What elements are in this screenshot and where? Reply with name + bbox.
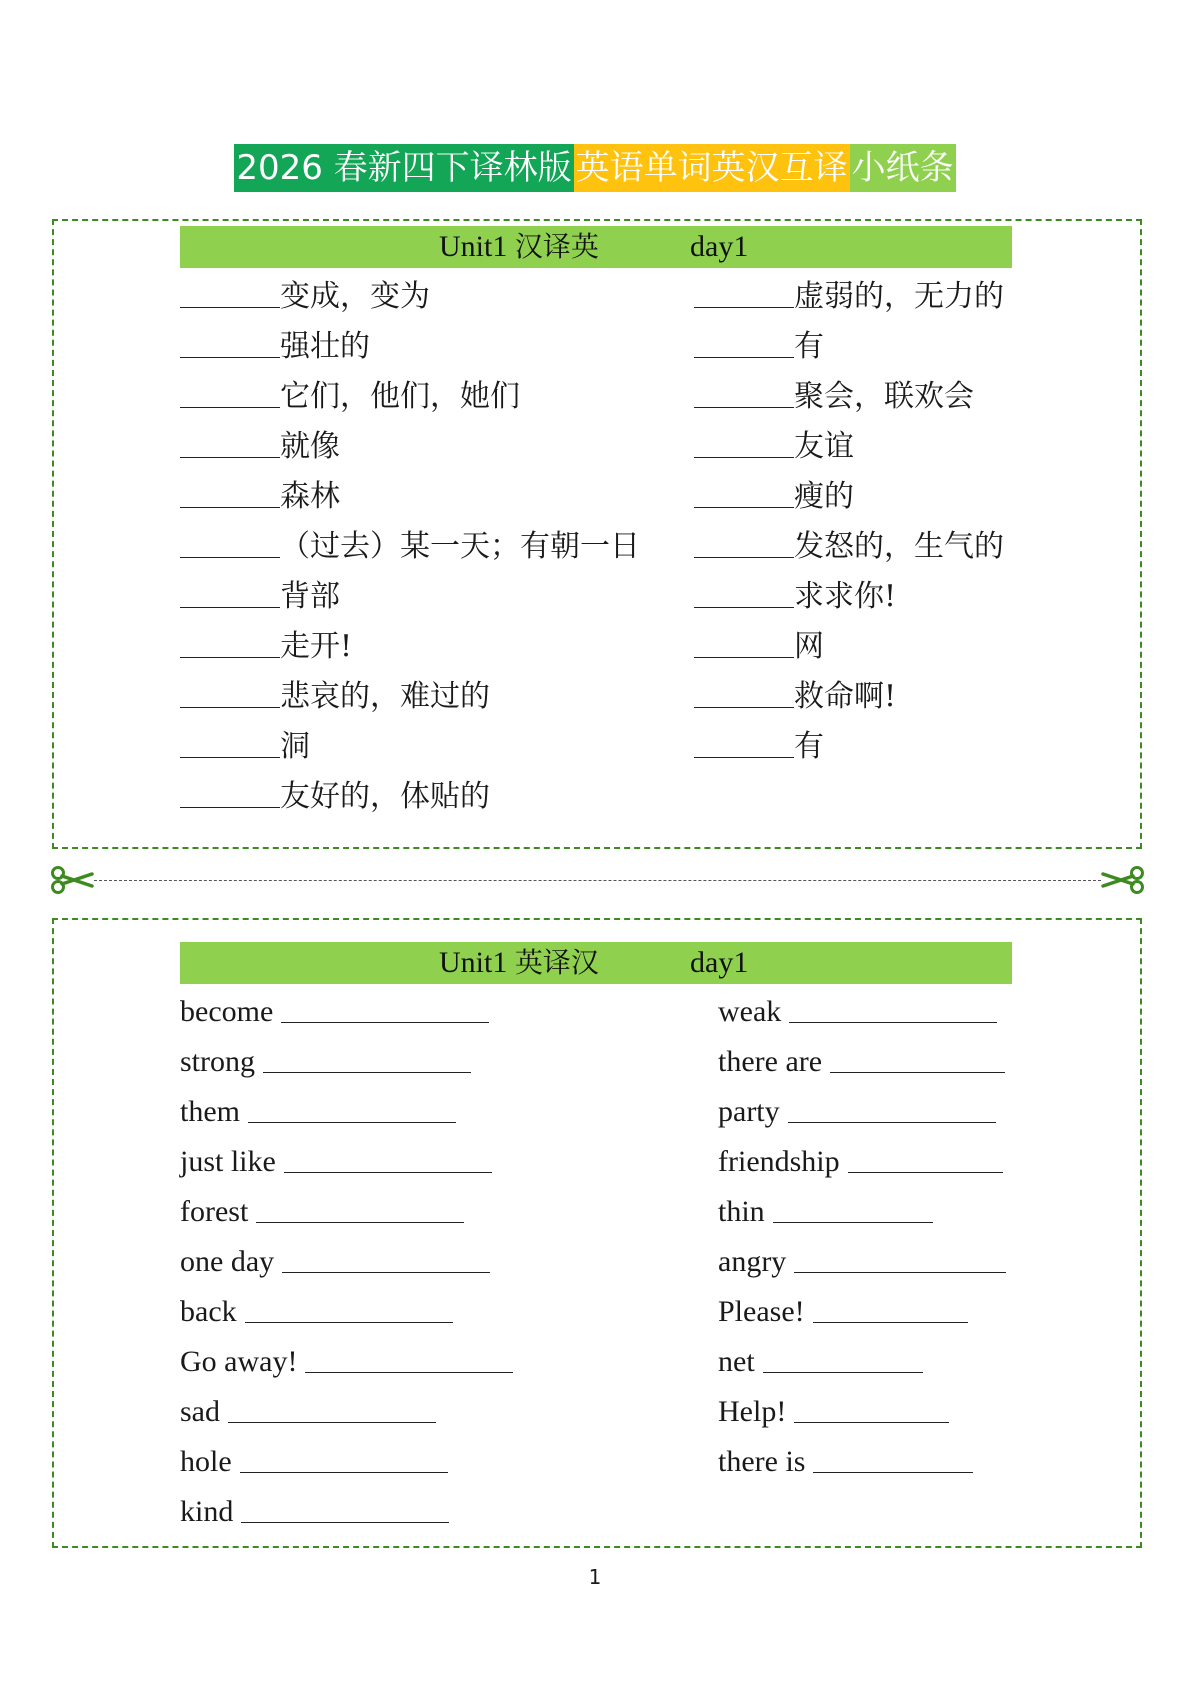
answer-blank[interactable] (228, 1392, 436, 1423)
word-prompt: 虚弱的，无力的 (794, 279, 1004, 314)
list-item (694, 675, 896, 719)
answer-blank[interactable] (180, 677, 280, 708)
list-item (180, 325, 370, 369)
answer-blank[interactable] (813, 1292, 968, 1323)
answer-blank[interactable] (180, 727, 280, 758)
answer-blank[interactable] (694, 477, 794, 508)
answer-blank[interactable] (694, 327, 794, 358)
word-prompt: 友谊 (794, 429, 854, 464)
list-item (180, 1490, 449, 1534)
answer-blank[interactable] (813, 1442, 973, 1473)
answer-blank[interactable] (180, 627, 280, 658)
section-unit: Unit1 (439, 946, 508, 979)
list-item (694, 475, 854, 519)
word-prompt: one day (180, 1245, 275, 1278)
answer-blank[interactable] (284, 1142, 492, 1173)
list-item (718, 1240, 1006, 1284)
word-prompt: become (180, 995, 274, 1028)
list-item (694, 375, 974, 419)
word-prompt: 发怒的，生气的 (794, 529, 1004, 564)
answer-blank[interactable] (180, 527, 280, 558)
cut-dashed-line (94, 880, 1101, 881)
word-prompt: weak (718, 995, 782, 1028)
list-item (718, 1040, 1005, 1084)
page-title (0, 144, 1190, 192)
word-prompt: 走开! (280, 629, 353, 664)
word-prompt: 森林 (280, 479, 340, 514)
word-prompt: 悲哀的，难过的 (280, 679, 490, 714)
word-prompt: 求求你! (794, 579, 897, 614)
list-item (718, 1440, 973, 1484)
list-item (180, 525, 640, 569)
answer-blank[interactable] (263, 1042, 471, 1073)
list-item (718, 1390, 949, 1434)
word-prompt: angry (718, 1245, 787, 1278)
answer-blank[interactable] (241, 1492, 449, 1523)
word-prompt: forest (180, 1195, 249, 1228)
word-prompt: them (180, 1095, 240, 1128)
word-prompt: sad (180, 1395, 220, 1428)
answer-blank[interactable] (180, 577, 280, 608)
word-prompt: there are (718, 1045, 823, 1078)
list-item (718, 1140, 1003, 1184)
list-item (180, 1340, 513, 1384)
title-part-3: 小纸条 (850, 144, 956, 192)
list-item (718, 990, 997, 1034)
answer-blank[interactable] (180, 477, 280, 508)
list-item (180, 675, 490, 719)
answer-blank[interactable] (773, 1192, 933, 1223)
answer-blank[interactable] (694, 677, 794, 708)
list-item (180, 1190, 464, 1234)
scissors-icon (1101, 864, 1145, 896)
answer-blank[interactable] (694, 427, 794, 458)
list-item (694, 425, 854, 469)
word-prompt: 它们，他们，她们 (280, 379, 520, 414)
list-item (718, 1090, 996, 1134)
answer-blank[interactable] (281, 992, 489, 1023)
list-item (694, 625, 824, 669)
answer-blank[interactable] (788, 1092, 996, 1123)
title-part-1: 2026 春新四下译林版 (234, 144, 573, 192)
list-item (180, 775, 490, 819)
answer-blank[interactable] (794, 1392, 949, 1423)
word-prompt: hole (180, 1445, 232, 1478)
word-prompt: 有 (794, 329, 824, 364)
list-item (694, 325, 824, 369)
answer-blank[interactable] (789, 992, 997, 1023)
list-item (694, 525, 1004, 569)
title-part-2: 英语单词英汉互译 (574, 144, 850, 192)
page-number: 1 (588, 1565, 602, 1589)
list-item (180, 375, 520, 419)
list-item (180, 1040, 471, 1084)
section-day: day1 (690, 230, 749, 263)
word-prompt: there is (718, 1445, 806, 1478)
list-item (180, 575, 340, 619)
word-prompt: back (180, 1295, 237, 1328)
scissors-icon (50, 864, 94, 896)
list-item (180, 1290, 453, 1334)
section-day: day1 (690, 946, 749, 979)
word-prompt: 聚会，联欢会 (794, 379, 974, 414)
list-item (718, 1290, 968, 1334)
answer-blank[interactable] (180, 427, 280, 458)
word-prompt: 洞 (280, 729, 310, 764)
word-prompt: 强壮的 (280, 329, 370, 364)
section-header-cn-to-en (180, 226, 1012, 268)
section-heading: 汉译英 (514, 230, 599, 263)
answer-blank[interactable] (794, 1242, 1006, 1273)
word-prompt: just like (180, 1145, 276, 1178)
section-header-en-to-cn (180, 942, 1012, 984)
answer-blank[interactable] (763, 1342, 923, 1373)
answer-blank[interactable] (694, 277, 794, 308)
list-item (180, 1140, 492, 1184)
list-item (180, 1390, 436, 1434)
word-prompt: Go away! (180, 1345, 298, 1378)
list-item (180, 725, 310, 769)
list-item (180, 1240, 490, 1284)
answer-blank[interactable] (694, 577, 794, 608)
word-prompt: 就像 (280, 429, 340, 464)
answer-blank[interactable] (694, 727, 794, 758)
section-heading: 英译汉 (514, 946, 599, 979)
word-prompt: 网 (794, 629, 824, 664)
list-item (180, 1090, 456, 1134)
word-prompt: kind (180, 1495, 234, 1528)
word-prompt: 变成，变为 (280, 279, 430, 314)
list-item (694, 275, 1004, 319)
answer-blank[interactable] (180, 777, 280, 808)
word-prompt: Please! (718, 1295, 805, 1328)
answer-blank[interactable] (305, 1342, 513, 1373)
answer-blank[interactable] (180, 377, 280, 408)
word-prompt: thin (718, 1195, 765, 1228)
list-item (694, 725, 824, 769)
list-item (180, 275, 430, 319)
answer-blank[interactable] (240, 1442, 448, 1473)
section-unit: Unit1 (439, 230, 508, 263)
word-prompt: strong (180, 1045, 255, 1078)
list-item (180, 475, 340, 519)
word-prompt: 救命啊! (794, 679, 897, 714)
word-prompt: net (718, 1345, 755, 1378)
list-item (180, 425, 340, 469)
answer-blank[interactable] (830, 1042, 1005, 1073)
list-item (718, 1190, 933, 1234)
word-prompt: 友好的，体贴的 (280, 779, 490, 814)
answer-blank[interactable] (694, 377, 794, 408)
cut-line (50, 862, 1145, 898)
list-item (694, 575, 896, 619)
list-item (180, 625, 352, 669)
answer-blank[interactable] (694, 627, 794, 658)
list-item (180, 990, 489, 1034)
answer-blank[interactable] (256, 1192, 464, 1223)
answer-blank[interactable] (282, 1242, 490, 1273)
answer-blank[interactable] (245, 1292, 453, 1323)
answer-blank[interactable] (180, 327, 280, 358)
word-prompt: 背部 (280, 579, 340, 614)
answer-blank[interactable] (248, 1092, 456, 1123)
word-prompt: Help! (718, 1395, 787, 1428)
answer-blank[interactable] (180, 277, 280, 308)
answer-blank[interactable] (848, 1142, 1003, 1173)
word-prompt: 有 (794, 729, 824, 764)
list-item (718, 1340, 923, 1384)
list-item (180, 1440, 448, 1484)
word-prompt: 瘦的 (794, 479, 854, 514)
answer-blank[interactable] (694, 527, 794, 558)
word-prompt: （过去）某一天；有朝一日 (280, 529, 640, 564)
word-prompt: friendship (718, 1145, 840, 1178)
word-prompt: party (718, 1095, 780, 1128)
